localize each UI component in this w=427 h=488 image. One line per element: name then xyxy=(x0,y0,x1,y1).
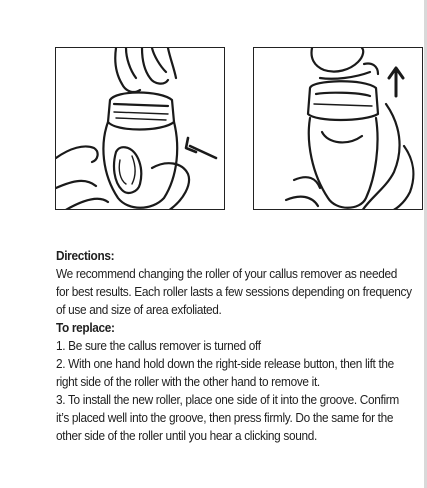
replace-step-line: 3. To install the new roller, place one side of it into the groove. Confirm xyxy=(56,393,399,407)
illustration-lift-roller xyxy=(253,47,423,210)
replace-heading: To replace: xyxy=(56,321,115,335)
replace-step-line: other side of the roller until you hear a clicking sound. xyxy=(56,429,317,443)
directions-line: We recommend changing the roller of your callus remover as needed xyxy=(56,267,397,281)
directions-line: of use and size of area exfoliated. xyxy=(56,303,222,317)
illustration-press-release xyxy=(55,47,225,210)
instructions xyxy=(56,247,412,445)
directions-line: for best results. Each roller lasts a few sessions depending on frequency xyxy=(56,285,412,299)
replace-step-line: it’s placed well into the groove, then press firmly. Do the same for the xyxy=(56,411,394,425)
replace-step-line: 2. With one hand hold down the right-side release button, then lift the xyxy=(56,357,394,371)
directions-heading: Directions: xyxy=(56,249,115,263)
replace-step-line: 1. Be sure the callus remover is turned off xyxy=(56,339,261,353)
replace-step-line: right side of the roller with the other hand to remove it. xyxy=(56,375,320,389)
